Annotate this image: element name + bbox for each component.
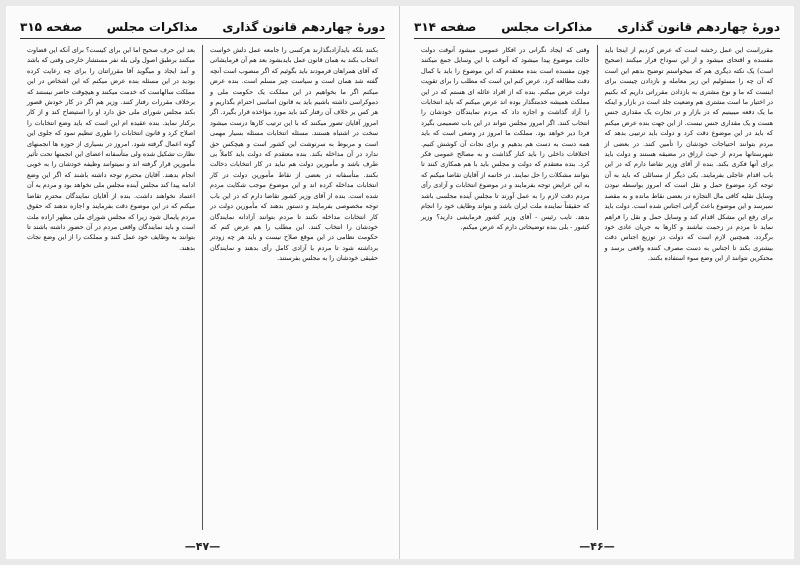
text-column-right <box>203 45 385 530</box>
text-columns <box>20 45 385 530</box>
header-section-title: مذاکرات مجلس <box>501 20 593 34</box>
page-footer-number: —۴۶— <box>579 540 615 553</box>
header-section-title: مذاکرات مجلس <box>106 20 198 34</box>
text-column-right <box>598 45 781 530</box>
text-column-left <box>414 45 598 530</box>
header-page-number: صفحه ۳۱۵ <box>20 20 83 34</box>
page-footer-number: —۴۷— <box>184 540 221 553</box>
column-text: بعد این حرف صحیح اما این برای کیست؟ برای آنکه این قضاوت میکنند برطبق اصول ولی بله نفر مستشار خارجی وقتی که باشد و آمد ایجاد و میگوید آقا مقرراتتان را برای چه رعایت کرده بودید در این مسئله بنده عرض میکنم که این اشخاص در این مملکت سالهاست که خدمت میکنند و هیچوقت حاضر نیستند که برخلاف مقررات رفتار کنند. وزیر هم اگر در کار خودش قصور بکند مجلس شورای ملی حق دارد او را استیضاح کند و از کار برکنار نماید. بنده عقیده ام این است که باید وضع انتخابات را اصلاح کرد و قانون انتخابات را طوری تنظیم نمود که جلوی این گونه اعمال گرفته شود. امروز در بسیاری از حوزه ها انجمنهای نظارت تشکیل شده ولی متأسفانه اعضای این انجمنها تحت تأثیر مأمورین قرار گرفته اند و نمیتوانند وظیفه خودشان را به خوبی انجام بدهند. آقایان محترم توجه داشته باشند که اگر این وضع ادامه پیدا کند مجلس آینده مجلس ملی نخواهد بود و مردم به آن اعتماد نخواهند داشت. بنده از آقایان نمایندگان محترم تقاضا میکنم که در این موضوع دقت بفرمایند و اجازه ندهند که حقوق مردم پایمال شود زیرا که مجلس شورای ملی مظهر اراده ملت است و باید نمایندگان واقعی مردم در آن حضور داشته باشند تا بتوانند به وظایف خود عمل کنند و مملکت را از این وضع نجات بدهند. <box>27 46 195 252</box>
page-header <box>414 16 780 39</box>
page-315 <box>6 6 400 559</box>
column-text: مقرراست این عمل رخشه است که عرض کردیم از اینجا باید مفسده و اقتحای میشود و از این سوداخ فرار میکنند (صحیح است) یک نکته دیگری هم که میخواستم توضیح بدهم این است که آن چه را مسئولیم ابن زیر معامله و بازدادن چیست برای اینست که ما و نوع مشتری به بازدادن مقرراتی داریم که بکنیم در اختیار ما است مشتری هم وضعیت جلد است در بازار و اینکه ما یک دفعه میبینیم که در بازار و در تجارت یک مقداری جنس هست و یک مقداری جنس نیست. از این جهت بنده عرض میکنم که باید در این موضوع دقت کرد و دولت باید ترتیبی بدهد که مردم بتوانند احتیاجات خودشان را تأمین کنند. در بعضی از شهرستانها مردم از حیث ارزاق در مضیقه هستند و دولت باید برای آنها فکری بکند. بنده از آقای وزیر تقاضا دارم که در این باب اقدام عاجلی بفرمایند. یکی دیگر از مسائلی که باید به آن توجه کرد موضوع حمل و نقل است که امروز بواسطه نبودن وسایل نقلیه کافی مال التجاره در بعضی نقاط مانده و به مقصد نمیرسد و این موضوع باعث گرانی اجناس شده است. دولت باید برای رفع این مشکل اقدام کند و وسایل حمل و نقل را فراهم نماید تا مردم در زحمت نباشند و کارها به جریان عادی خود برگردد. همچنین لازم است که دولت در توزیع اجناس دقت بیشتری بکند تا اجناس به دست مصرف کننده واقعی برسد و محتکرین نتوانند از این وضع سوء استفاده بکنند. <box>604 46 773 263</box>
header-page-number: صفحه ۳۱۴ <box>414 20 477 34</box>
book-spread <box>6 6 794 559</box>
column-text: وقتی که ایجاد نگرانی در افکار عمومی میشود آنوقت دولت حالت موضوع پیدا میشود که آنوقت با این وسایل جمع میکنند چون مفسده است بنده معتقدم که این موضوع را باید با کمال دقت مطالعه کرد. عرض کنم این است که مطلب را برای تقویت دولت عرض میکنم. بنده که از افراد عائله ای هستم که در این مملکت همیشه خدمتگذار بوده اند عرض میکنم که باید انتخابات را آزاد گذاشت و اجازه داد که مردم نمایندگان خودشان را انتخاب کنند. اگر امروز مجلس نتواند در این باب تصمیمی بگیرد فردا دیر خواهد بود. مملکت ما امروز در وضعی است که باید همه دست به دست هم بدهیم و برای نجات آن کوشش کنیم. اختلافات داخلی را باید کنار گذاشت و به مصالح عمومی فکر کرد. بنده معتقدم که دولت و مجلس باید با هم همکاری کنند تا بتوانند مشکلات را حل نمایند. در خاتمه از آقایان تقاضا میکنم که به این عرایض توجه بفرمایند و در موضوع انتخابات و آزادی رأی مردم دقت لازم را به عمل آورند تا مجلس آینده مجلسی باشد که حقیقتاً نماینده ملت ایران باشد و بتواند وظایف خود را انجام بدهد. نایب رئیس - آقای وزیر کشور فرمایشی دارید؟ وزیر کشور - بلی بنده توضیحاتی دارم که عرض میکنم. <box>421 46 590 231</box>
page-header <box>20 16 385 39</box>
text-column-left <box>20 45 203 530</box>
page-314 <box>400 6 794 559</box>
text-columns <box>414 45 780 530</box>
header-session-title: دورهٔ چهاردهم قانون گذاری <box>617 20 780 34</box>
header-session-title: دورهٔ چهاردهم قانون گذاری <box>222 20 385 34</box>
column-text: بکنند بلکه بایدآزادبگذارند هرکسی را جامعه عمل دلش خواست انتخاب بکند به همان قانون عمل بایدبشود بعد هم آن فرمایشاتی که آقای همراهان فرمودند باید بگوئیم که اگر منصوب است آنچه گفته شد همان است و سیاست چیز مسلم است. بنده عرض میکنم اگر ما بخواهیم در این مملکت یک حکومت ملی و دموکراسی داشته باشیم باید به قانون اساسی احترام بگذاریم و هر کس بر خلاف آن رفتار کند باید مورد مؤاخذه قرار بگیرد. اگر امروز آقایان تصور میکنند که با این ترتیب کارها درست میشود سخت در اشتباه هستند. مسئله انتخابات مسئله بسیار مهمی است و مربوط به سرنوشت این کشور است و هیچکس حق ندارد در آن مداخله بکند. بنده معتقدم که دولت باید کاملاً بی طرف باشد و مأمورین دولت هم نباید در کار انتخابات دخالت بکنند. متأسفانه در بعضی از نقاط مأمورین دولت در کار انتخابات مداخله کرده اند و این موضوع موجب شکایت مردم شده است. بنده از آقای وزیر کشور تقاضا دارم که در این باب توجه مخصوصی بفرمایند و دستور بدهند که مأمورین دولت در کار انتخابات مداخله نکنند تا مردم بتوانند آزادانه نمایندگان خودشان را انتخاب کنند. این مطلب را هم عرض کنم که حکومت نظامی در این موقع صلاح نیست و باید هر چه زودتر برداشته شود تا مردم با آزادی کامل رأی بدهند و نمایندگان حقیقی خودشان را به مجلس بفرستند. <box>210 46 378 263</box>
